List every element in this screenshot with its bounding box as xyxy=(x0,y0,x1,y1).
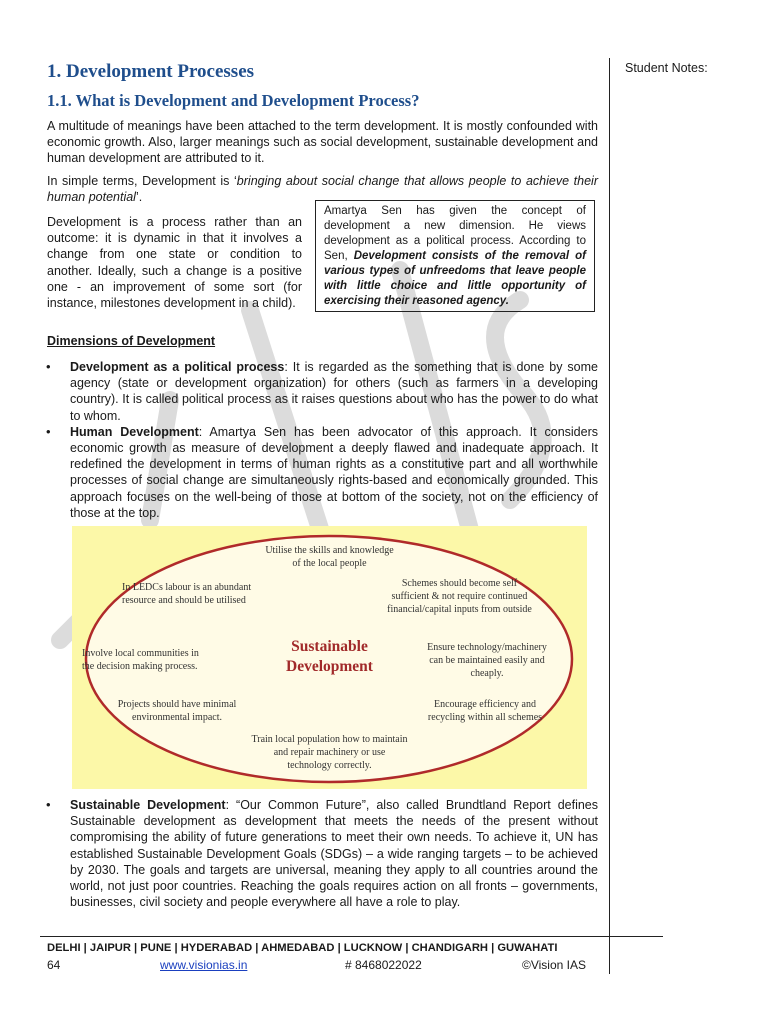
diagram-upper-right-text xyxy=(372,577,547,616)
line: sufficient & not require continued xyxy=(391,591,528,602)
page-number: 64 xyxy=(47,958,61,972)
definition-suffix: ’. xyxy=(135,190,143,205)
bullet-sep: : xyxy=(198,424,203,439)
footer-cities: DELHI | JAIPUR | PUNE | HYDERABAD | AHMEDABAD | LUCKNOW | CHANDIGARH | GUWAHATI xyxy=(47,942,558,954)
diagram-top-text xyxy=(232,544,427,570)
copyright-text: ©Vision IAS xyxy=(522,958,586,972)
bullet-term: Sustainable Development xyxy=(70,798,226,812)
website-link[interactable]: www.visionias.in xyxy=(160,958,248,972)
bullet-term: Human Development xyxy=(70,424,199,439)
list-item xyxy=(46,423,598,521)
line: the decision making process. xyxy=(82,661,198,672)
sen-box-text: Amartya Sen has given the concept of development a new dimension. He views development as a political process. According to Sen, xyxy=(324,205,586,262)
diagram-right-text xyxy=(412,641,562,680)
amartya-sen-box xyxy=(315,200,595,312)
phone-number: # 8468022022 xyxy=(345,958,422,972)
line: of the local people xyxy=(292,558,367,569)
footer-divider xyxy=(40,936,663,937)
bullet-term: Development as a political process xyxy=(70,360,285,374)
line: and repair machinery or use xyxy=(273,747,386,758)
sustainable-development-diagram xyxy=(72,526,587,789)
list-item xyxy=(46,797,599,910)
bullet-sep: : xyxy=(225,798,230,812)
center-line-2: Development xyxy=(286,658,373,675)
dimensions-list-continued xyxy=(46,797,599,910)
bullet-text: It is regarded as the something that is done by some agency (state or development organization) for others (such as farmers in a developing country). It is called political process as it raises questions about who has the power to do what to whom. xyxy=(70,360,598,423)
diagram-center-title xyxy=(267,637,392,677)
notes-divider xyxy=(609,58,610,974)
chapter-heading: 1. Development Processes xyxy=(47,61,255,82)
process-paragraph: Development is a process rather than an outcome: it is dynamic in that it involves a change from one state or condition to another. Ideally, such a change is a positive one - an improvement of some sort (for instance, milestones development in a child). xyxy=(47,215,302,311)
diagram-lower-right-text xyxy=(410,698,560,724)
line: technology correctly. xyxy=(287,760,372,771)
line: cheaply. xyxy=(470,668,504,679)
line: In LEDCs labour is an abundant xyxy=(122,582,252,593)
diagram-upper-left-text xyxy=(122,581,277,607)
dimensions-list xyxy=(46,359,598,521)
line: can be maintained easily and xyxy=(429,655,545,666)
center-line-1: Sustainable xyxy=(291,638,368,655)
bullet-text: “Our Common Future”, also called Brundtland Report defines Sustainable development as development that meets the needs of the present without compromising the ability of future generations to meet their own needs. To achieve it, UN has established Sustainable Development Goals (SDGs) – a wide ranging targets – to be achieved by 2030. The goals and targets are universal, meaning they apply to all countries around the world, not just poor countries. Reaching the goals requires action on all fronts – governments, businesses, civil society and people everywhere all have a role to play. xyxy=(70,798,599,910)
line: Train local population how to maintain xyxy=(251,734,408,745)
bullet-glyph: • xyxy=(46,797,51,812)
bullet-glyph: • xyxy=(46,359,51,374)
bullet-sep: : xyxy=(284,360,288,374)
line: Schemes should become self xyxy=(401,578,518,589)
line: environmental impact. xyxy=(132,712,222,723)
section-heading: 1.1. What is Development and Development Process? xyxy=(47,91,420,110)
line: Utilise the skills and knowledge xyxy=(265,545,394,556)
dimensions-heading: Dimensions of Development xyxy=(47,334,216,348)
line: financial/capital inputs from outside xyxy=(387,604,532,615)
bullet-text: Amartya Sen has been advocator of this approach. It considers economic growth as measure of development a deeply flawed and inadequate approach. It redefined the development in terms of human rights as a constitutive part and all worthwhile processes of social change are simultaneously rights-based and economically grounded. This approach focuses on the well-being of those at bottom of the society, not on the efficiency of those at the top. xyxy=(70,424,598,520)
diagram-bottom-text xyxy=(227,733,432,772)
diagram-left-text xyxy=(82,647,232,673)
line: Involve local communities in xyxy=(82,648,199,659)
student-notes-label: Student Notes: xyxy=(625,61,708,75)
sen-box-emphasis: Development consists of the removal of various types of unfreedoms that leave people with little choice and little opportunity of exercising their reasoned agency. xyxy=(324,250,586,307)
line: Ensure technology/machinery xyxy=(427,642,547,653)
diagram-lower-left-text xyxy=(102,698,252,724)
line: Projects should have minimal xyxy=(117,699,237,710)
line: Encourage efficiency and xyxy=(434,699,536,710)
list-item xyxy=(46,359,598,424)
line: resource and should be utilised xyxy=(122,595,246,606)
intro-paragraph: A multitude of meanings have been attached to the term development. It is mostly confounded with economic growth. Also, larger meanings such as social development, sustainable development and human development are attributed to it. xyxy=(47,119,598,166)
definition-quote: bringing about social change that allows people to achieve their human potential xyxy=(47,174,598,205)
definition-prefix: In simple terms, Development is ‘ xyxy=(47,174,237,188)
bullet-glyph: • xyxy=(46,423,51,439)
line: recycling within all schemes xyxy=(427,712,543,723)
